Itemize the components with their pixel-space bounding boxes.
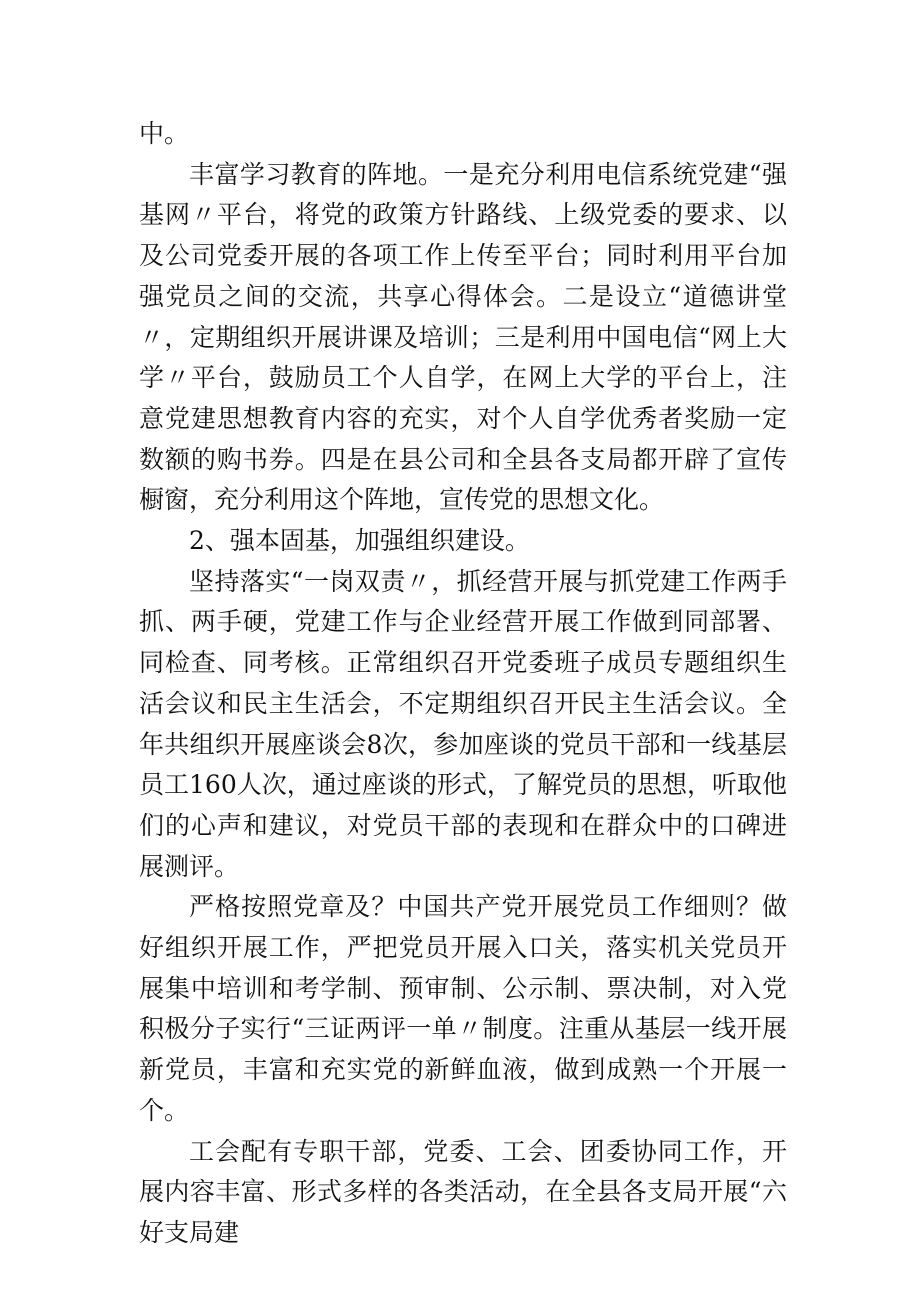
paragraph-union-activities: 工会配有专职干部，党委、工会、团委协同工作，开展内容丰富、形式多样的各类活动，在全县各支局开展“六好支局建: [139, 1136, 787, 1247]
document-body: [139, 114, 787, 1254]
paragraph-continuation: 中。: [139, 119, 190, 148]
paragraph-dual-responsibility: 坚持落实“一岗双责〃，抓经营开展与抓党建工作两手抓、两手硬，党建工作与企业经营开展工作做到同部署、同检查、同考核。正常组织召开党委班子成员专题组织生活会议和民主生活会，不定期组织召开民主生活会议。全年共组织开展座谈会8次，参加座谈的党员干部和一线基层员工160人次，通过座谈的形式，了解党员的思想，听取他们的心声和建议，对党员干部的表现和在群众中的口碑进展测评。: [139, 566, 787, 881]
paragraph-party-charter: 严格按照党章及？中国共产党开展党员工作细则？做好组织开展工作，严把党员开展入口关，落实机关党员开展集中培训和考学制、预审制、公示制、票决制，对入党积极分子实行“三证两评一单〃制度。注重从基层一线开展新党员，丰富和充实党的新鲜血液，做到成熟一个开展一个。: [139, 892, 787, 1125]
section-heading: 2、强本固基，加强组织建设。: [189, 526, 530, 556]
paragraph-study-platform: 丰富学习教育的阵地。一是充分利用电信系统党建“强基网〃平台，将党的政策方针路线、上级党委的要求、以及公司党委开展的各项工作上传至平台；同时利用平台加强党员之间的交流，共享心得体会。二是设立“道德讲堂〃，定期组织开展讲课及培训；三是利用中国电信“网上大学〃平台，鼓励员工个人自学，在网上大学的平台上，注意党建思想教育内容的充实，对个人自学优秀者奖励一定数额的购书券。四是在县公司和全县各支局都开辟了宣传橱窗，充分利用这个阵地，宣传党的思想文化。: [139, 159, 787, 515]
